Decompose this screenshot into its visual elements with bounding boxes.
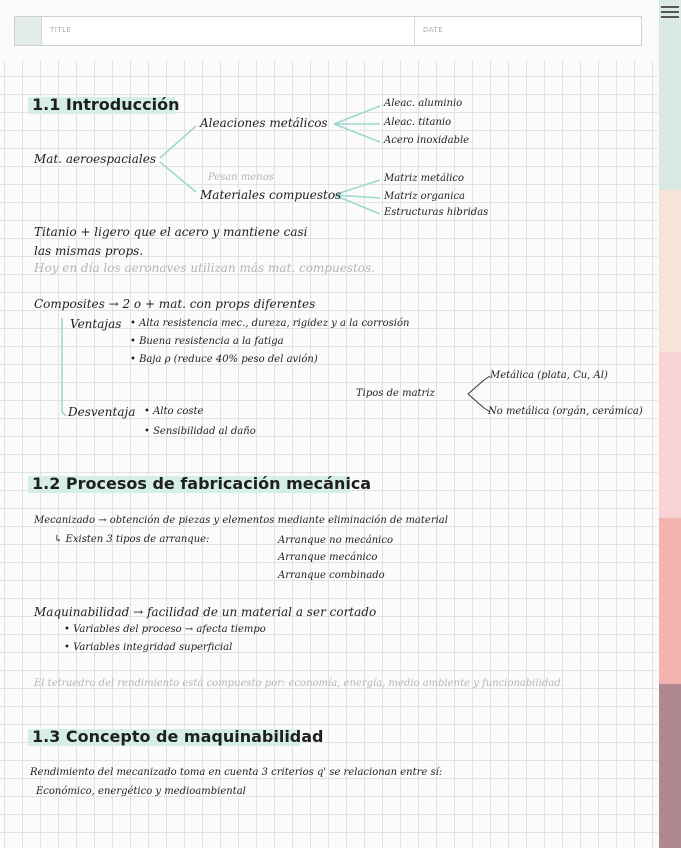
- rendimiento-line-1: Rendimiento del mecanizado toma en cuenta 3 criterios q' se relacionan entre sí:: [30, 767, 443, 778]
- tab-1[interactable]: [659, 190, 681, 352]
- maquinabilidad-item: • Variables integridad superficial: [64, 642, 233, 653]
- header-accent: [15, 17, 42, 45]
- tab-4[interactable]: [659, 684, 681, 848]
- matriz-item: No metálica (orgán, cerámica): [488, 406, 643, 417]
- page-header: [14, 16, 642, 46]
- light-note: Hoy en día los aeronaves utilizan más mat. compuestos.: [34, 261, 375, 275]
- tab-2[interactable]: [659, 352, 681, 518]
- tab-3[interactable]: [659, 518, 681, 684]
- ventajas-label: Ventajas: [70, 317, 122, 331]
- note-pesan-menos: Pesan menos: [208, 172, 274, 183]
- section-3-heading: 1.3 Concepto de maquinabilidad: [32, 727, 324, 746]
- composite-item: Matriz metálico: [384, 173, 465, 184]
- alloy-item: Aleac. aluminio: [384, 98, 463, 109]
- ventaja-item: • Alta resistencia mec., dureza, rigidez y a la corrosión: [130, 318, 410, 329]
- composite-item: Estructuras hibridas: [384, 207, 489, 218]
- ventaja-item: • Buena resistencia a la fatiga: [130, 336, 284, 347]
- desventaja-item: • Sensibilidad al daño: [144, 426, 256, 437]
- section-2-heading: 1.2 Procesos de fabricación mecánica: [32, 474, 372, 493]
- arranque-item: Arranque no mecánico: [278, 535, 393, 546]
- composites-definition: Composites → 2 o + mat. con props diferentes: [34, 297, 316, 311]
- composite-item: Matriz organica: [384, 191, 466, 202]
- desventaja-label: Desventaja: [68, 405, 136, 419]
- mecanizado-definition: Mecanizado → obtención de piezas y elementos mediante eliminación de material: [34, 515, 448, 526]
- tab-0[interactable]: [659, 0, 681, 190]
- title-label: TITLE: [50, 26, 72, 34]
- title-field[interactable]: [42, 17, 415, 45]
- menu-icon[interactable]: [661, 4, 679, 20]
- alloy-item: Acero inoxidable: [384, 135, 470, 146]
- branch-metal-alloys: Aleaciones metálicos: [200, 116, 328, 130]
- matriz-item: Metálica (plata, Cu, Al): [490, 370, 608, 381]
- rendimiento-line-2: Económico, energético y medioambiental: [36, 786, 246, 797]
- arranque-item: Arranque combinado: [278, 570, 385, 581]
- notebook-tabs: [659, 0, 681, 848]
- mindmap-root: Mat. aeroespaciales: [34, 152, 157, 166]
- titanio-line-1: Titanio + ligero que el acero y mantiene casi: [34, 225, 308, 239]
- date-field[interactable]: [415, 17, 641, 45]
- maquinabilidad-definition: Maquinabilidad → facilidad de un material a ser cortado: [34, 605, 377, 619]
- alloy-item: Aleac. titanio: [384, 117, 452, 128]
- branch-composites: Materiales compuestos: [200, 188, 342, 202]
- tetraedro-note: El tetraedro del rendimiento está compuesto por: economía, energía, medio ambiente y funcionabilidad.: [34, 678, 564, 689]
- maquinabilidad-item: • Variables del proceso → afecta tiempo: [64, 624, 266, 635]
- ventaja-item: • Baja ρ (reduce 40% peso del avión): [130, 354, 318, 365]
- date-label: DATE: [423, 26, 444, 34]
- tipos-arranque: ↳ Existen 3 tipos de arranque:: [54, 534, 210, 545]
- titanio-line-2: las mismas props.: [34, 244, 144, 258]
- matriz-label: Tipos de matriz: [356, 388, 435, 399]
- section-1-heading: 1.1 Introducción: [32, 95, 180, 114]
- arranque-item: Arranque mecánico: [278, 552, 378, 563]
- desventaja-item: • Alto coste: [144, 406, 204, 417]
